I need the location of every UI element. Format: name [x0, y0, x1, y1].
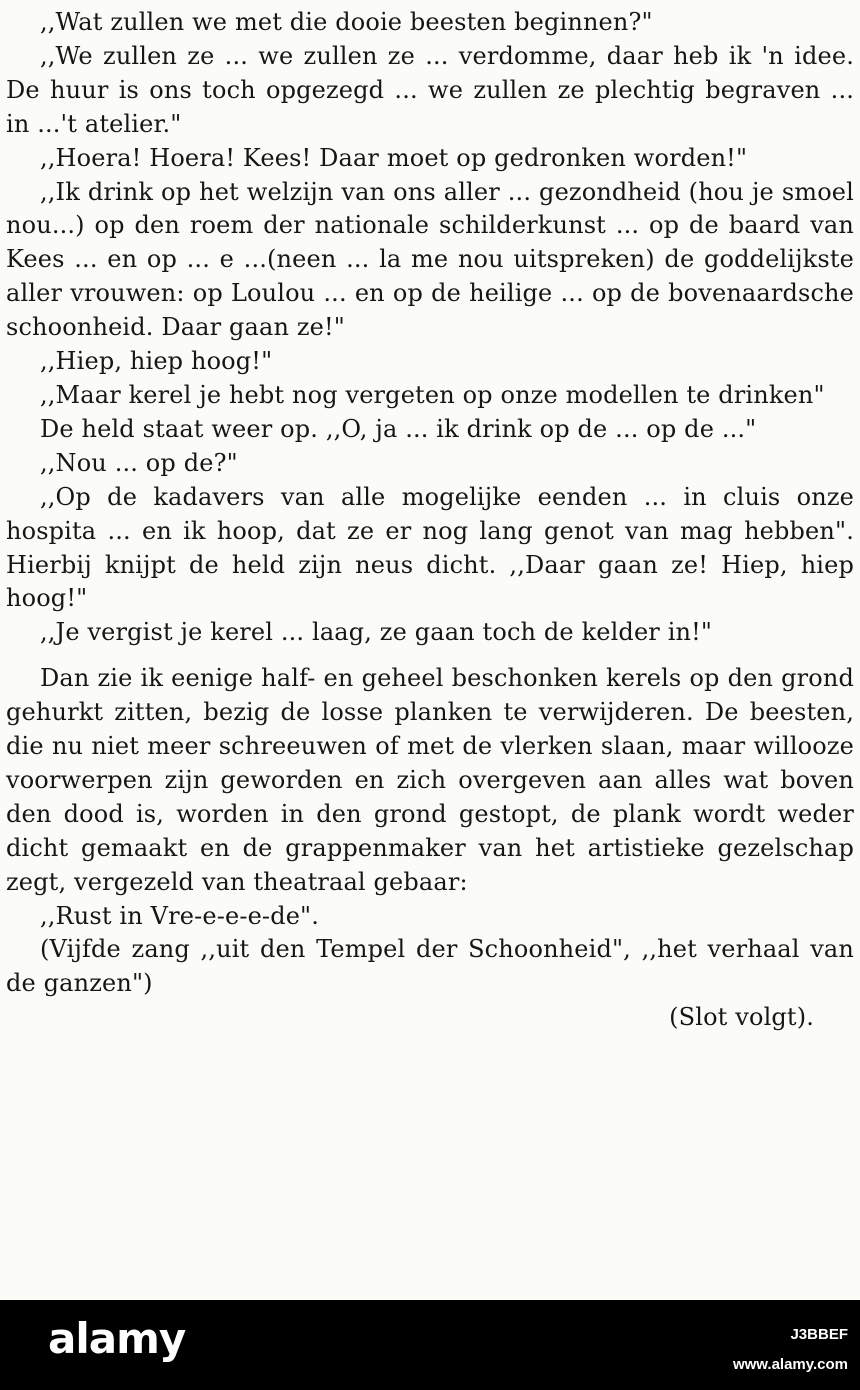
paragraph-5: ,,Hiep, hiep hoog!"	[40, 347, 273, 376]
paragraph-6: ,,Maar kerel je hebt nog vergeten op onze modellen te drinken"	[40, 380, 825, 409]
paragraph-10: ,,Je vergist je kerel ... laag, ze gaan toch de kelder in!"	[40, 618, 713, 647]
paragraph-2: ,,We zullen ze ... we zullen ze ... verdomme, daar heb ik 'n idee. De huur is ons toch opgezegd ... we zullen ze plechtig begraven ... in ...'t atelier."	[6, 41, 854, 138]
paragraph-12: ,,Rust in Vre-e-e-e-de".	[40, 901, 320, 930]
paragraph-13: (Vijfde zang ,,uit den Tempel der Schoonheid", ,,het verhaal van de ganzen")	[6, 935, 854, 998]
article-text	[6, 6, 854, 1035]
watermark-footer	[0, 1300, 860, 1390]
paragraph-slot: (Slot volgt).	[669, 1003, 814, 1032]
paragraph-4: ,,Ik drink op het welzijn van ons aller ... gezondheid (hou je smoel nou...) op den roem der nationale schilderkunst ... op de baard van Kees ... en op ... e ...(neen ... la me nou uitspreken) de goddelijkste aller vrouwen: op Loulou ... en op de heilige ... op de bovenaardsche schoonheid. Daar gaan ze!"	[6, 177, 854, 342]
paragraph-1: ,,Wat zullen we met die dooie beesten beginnen?"	[40, 8, 653, 36]
paragraph-9: ,,Op de kadavers van alle mogelijke eenden ... in cluis onze hospita ... en ik hoop, dat ze er nog lang genot van mag hebben". Hierbij knijpt de held zijn neus dicht. ,,Daar gaan ze! Hiep, hiep hoog!"	[6, 482, 854, 613]
alamy-logo: alamy	[48, 1314, 186, 1363]
image-id: J3BBEF	[790, 1326, 848, 1343]
site-url: www.alamy.com	[732, 1356, 848, 1373]
watermark-info	[733, 1320, 848, 1380]
paragraph-3: ,,Hoera! Hoera! Kees! Daar moet op gedronken worden!"	[40, 143, 748, 172]
paragraph-11: Dan zie ik eenige half- en geheel beschonken kerels op den grond gehurkt zitten, bezig de losse planken te verwijderen. De beesten, die nu niet meer schreeuwen of met de vlerken slaan, maar willooze voorwerpen zijn geworden en zich overgeven aan alles wat boven den dood is, worden in den grond gestopt, de plank wordt weder dicht gemaakt en de grappenmaker van het artistieke gezelschap zegt, vergezeld van theatraal gebaar:	[6, 664, 854, 896]
paragraph-7: De held staat weer op. ,,O, ja ... ik drink op de ... op de ..."	[40, 414, 757, 443]
paragraph-8: ,,Nou ... op de?"	[40, 448, 238, 477]
